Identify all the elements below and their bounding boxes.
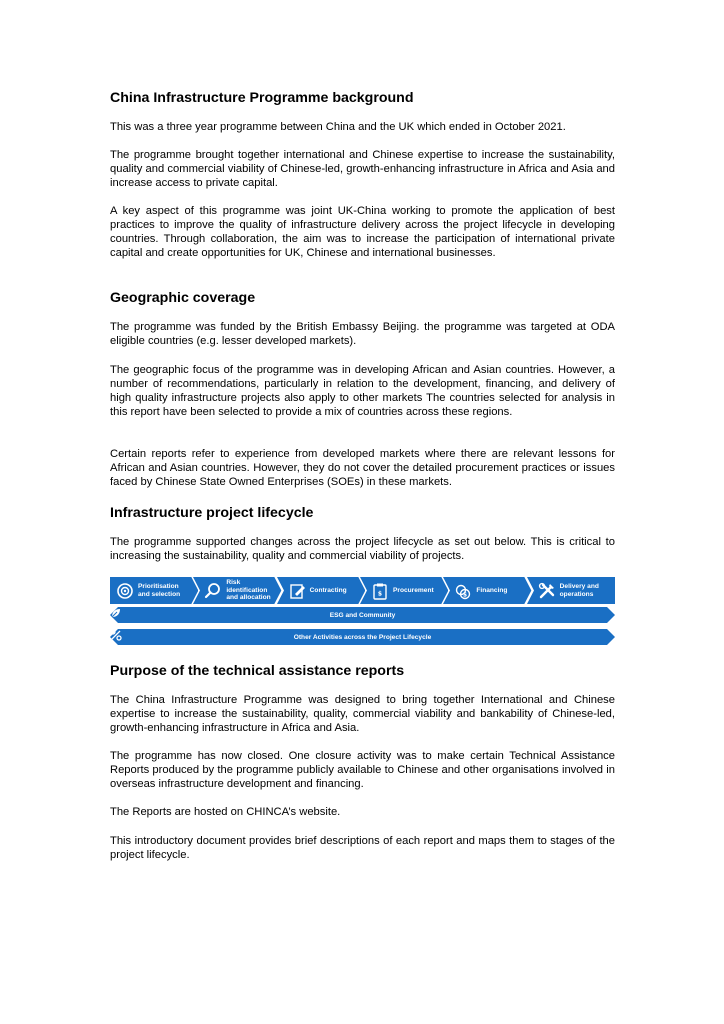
stage-label: [393, 587, 434, 595]
lifecycle-stage: [110, 577, 198, 604]
stage-label-line-1: Procurement: [393, 586, 434, 594]
background-paragraph-3: A key aspect of this programme was joint UK-China working to promote the application of best practices to improve the quality of infrastructure delivery across the project lifecycle in developing countries. Through collaboration, the aim was to increase the participation of international private capital and create opportunities for UK, Chinese and international businesses.: [110, 205, 615, 259]
svg-text:$: $: [463, 591, 468, 598]
purpose-paragraph-1: The China Infrastructure Programme was designed to bring together International and Chinese expertise to increase the sustainability, quality, commercial viability and bankability of Chinese-led, growth-enhancing infrastructure in Africa and Asia.: [110, 694, 615, 734]
stage-label-line-2: and selection: [138, 590, 181, 598]
purpose-paragraph-3: The Reports are hosted on CHINCA’s website.: [110, 806, 341, 818]
stage-label-line-1: Contracting: [309, 586, 347, 594]
stage-label: [476, 587, 507, 595]
tools-icon: [537, 581, 557, 601]
background-paragraph-2: The programme brought together international and Chinese expertise to increase the sustainability, quality and commercial viability of Chinese-led, growth-enhancing infrastructure in Africa and Asia and increase access to private capital.: [110, 149, 615, 189]
coins-icon: [453, 581, 473, 601]
band-esg-community: [110, 607, 615, 623]
svg-text:$: $: [377, 590, 383, 597]
purpose-paragraph-4: This introductory document provides brief descriptions of each report and maps them to stages of the project lifecycle.: [110, 835, 615, 861]
lifecycle-stages: [110, 577, 615, 604]
magnifier-icon: [203, 581, 223, 601]
stage-label-line-1: Delivery and: [559, 583, 599, 590]
stage-label: [138, 583, 180, 598]
heading-purpose: Purpose of the technical assistance reports: [110, 663, 405, 679]
band-other-activities: [110, 629, 615, 645]
lifecycle-stage: [527, 577, 615, 604]
background-paragraph-1: This was a three year programme between China and the UK which ended in October 2021.: [110, 121, 566, 133]
geographic-paragraph-1: The programme was funded by the British Embassy Beijing. the programme was targeted at ODA eligible countries (e.g. lesser developed markets).: [110, 321, 615, 347]
lifecycle-diagram: [110, 577, 615, 647]
lifecycle-paragraph-1: The programme supported changes across the project lifecycle as set out below. This is critical to increasing the sustainability, quality and commercial viability of projects.: [110, 536, 615, 562]
stage-label-line-1: Risk identification: [226, 579, 268, 594]
purpose-paragraph-2: The programme has now closed. One closure activity was to make certain Technical Assistance Reports produced by the programme publicly available to Chinese and other organisations involved in overseas infrastructure development and financing.: [110, 750, 615, 790]
stage-label: [226, 579, 281, 602]
stage-label-line-1: Financing: [476, 586, 508, 594]
lifecycle-stage: [360, 577, 448, 604]
stage-label-line-2: and allocation: [226, 594, 271, 602]
band-other-label: Other Activities across the Project Lifecycle: [293, 633, 432, 641]
stage-label-line-1: Prioritisation: [138, 583, 179, 590]
heading-geographic: Geographic coverage: [110, 290, 256, 306]
band-esg-label: ESG and Community: [329, 611, 396, 619]
stage-label: [310, 587, 347, 595]
heading-lifecycle: Infrastructure project lifecycle: [110, 505, 314, 521]
stage-label: [560, 583, 599, 598]
heading-background: China Infrastructure Programme background: [110, 90, 414, 106]
geographic-paragraph-3: Certain reports refer to experience from developed markets where there are relevant lessons for African and Asian countries. However, they do not cover the detailed procurement practices or issues faced by Chinese State Owned Enterprises (SOEs) in these markets.: [110, 448, 615, 488]
lifecycle-stage: [193, 577, 281, 604]
clipboard-icon: [370, 581, 390, 601]
pen-document-icon: [287, 581, 307, 601]
lifecycle-stage: [443, 577, 531, 604]
stage-label-line-2: operations: [559, 590, 594, 598]
percent-icon: [110, 629, 122, 641]
geographic-paragraph-2: The geographic focus of the programme was in developing African and Asian countries. However, a number of recommendations, particularly in relation to the development, financing, and delivery of high quality infrastructure projects also apply to other markets The countries selected for analysis in this report have been selected to provide a mix of countries across these regions.: [110, 364, 615, 418]
target-icon: [115, 581, 135, 601]
leaf-icon: [110, 607, 122, 619]
lifecycle-stage: [277, 577, 365, 604]
